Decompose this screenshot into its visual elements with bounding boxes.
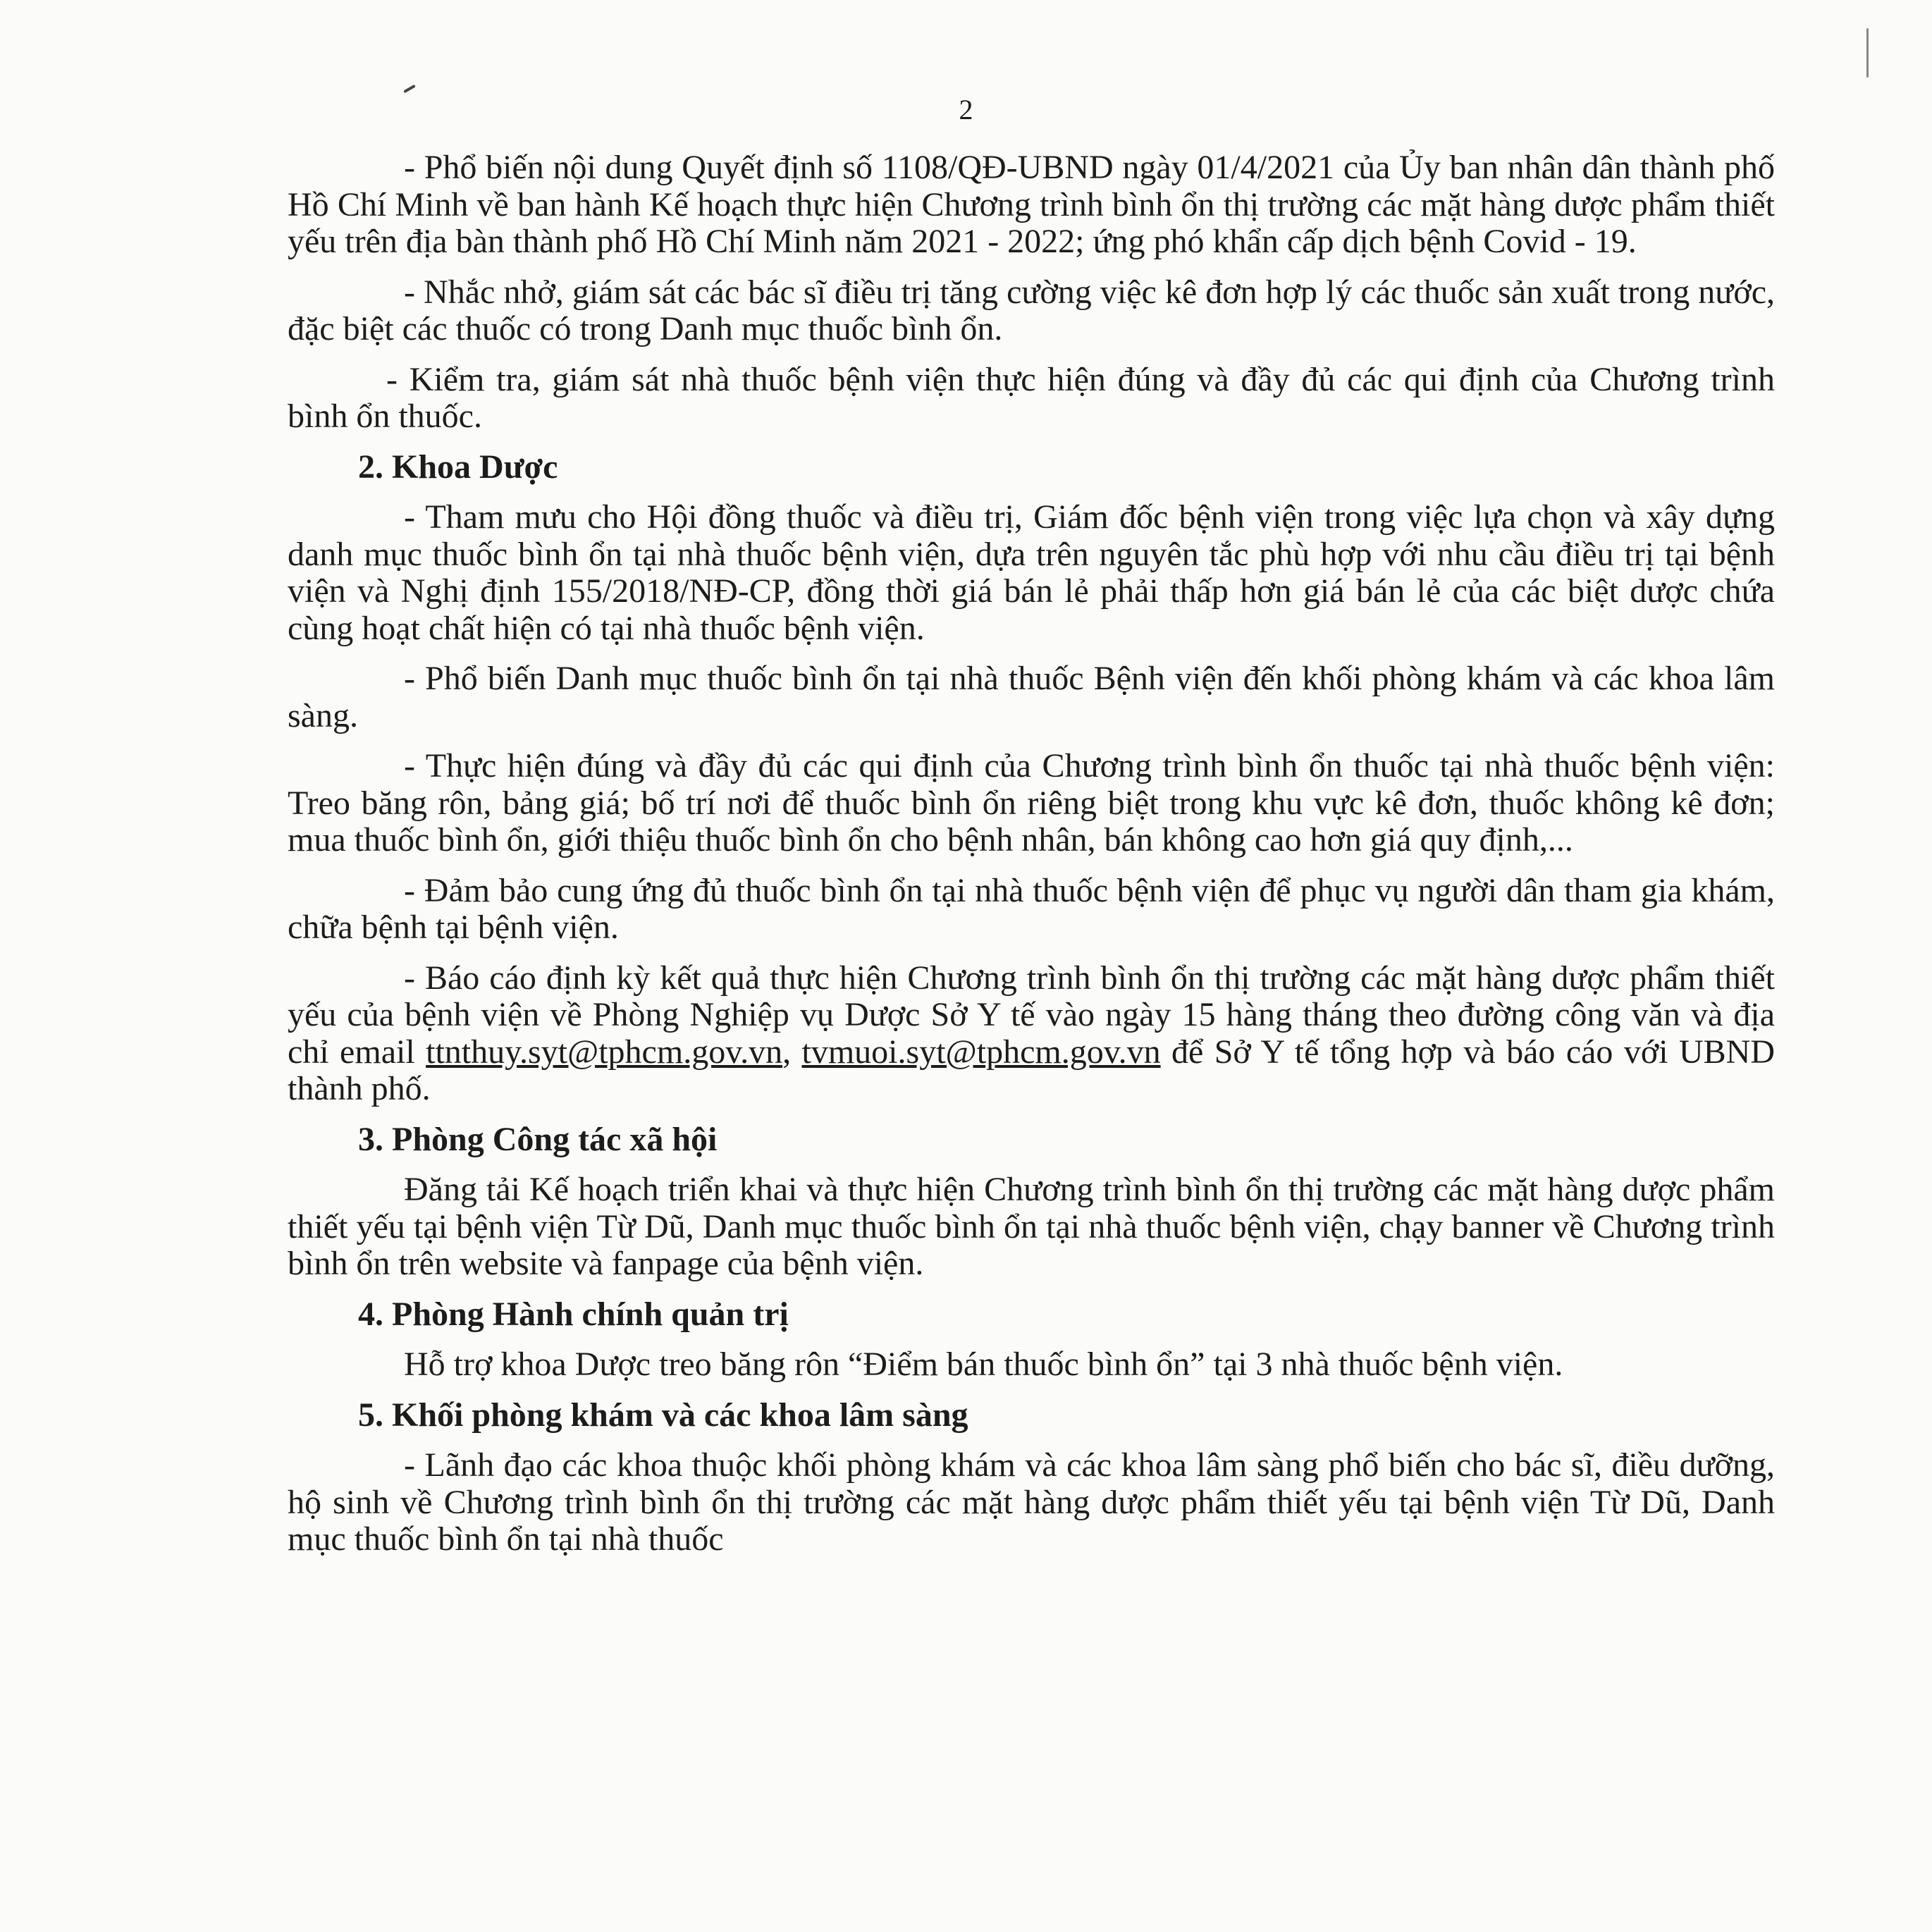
paragraph: - Lãnh đạo các khoa thuộc khối phòng khám và các khoa lâm sàng phổ biến cho bác sĩ, điều dưỡng, hộ sinh về Chương trình bình ổn thị trường các mặt hàng dược phẩm thiết yếu tại bệnh viện Từ Dũ, Danh mục thuốc bình ổn tại nhà thuốc: [288, 1446, 1775, 1558]
paragraph: - Thực hiện đúng và đầy đủ các qui định của Chương trình bình ổn thuốc tại nhà thuốc bệnh viện: Treo băng rôn, bảng giá; bố trí nơi để thuốc bình ổn riêng biệt trong khu vực kê đơn, thuốc không kê đơn; mua thuốc bình ổn, giới thiệu thuốc bình ổn cho bệnh nhân, bán không cao hơn giá quy định,...: [288, 747, 1775, 859]
paragraph: Hỗ trợ khoa Dược treo băng rôn “Điểm bán thuốc bình ổn” tại 3 nhà thuốc bệnh viện.: [404, 1346, 1563, 1383]
report-text-before: - Báo cáo định kỳ kết quả thực hiện Chương trình bình ổn thị trường các mặt hàng dược phẩm thiết yếu của bệnh viện về Phòng Nghiệp vụ Dược Sở Y tế vào ngày 15 hàng tháng theo đường công văn và địa chỉ email: [288, 959, 1775, 1071]
section-heading: 2. Khoa Dược: [358, 448, 558, 486]
report-text-after: để Sở Y tế tổng hợp và báo cáo với UBND thành phố.: [288, 1033, 1775, 1107]
document-body: [288, 149, 1775, 1572]
paragraph: - Nhắc nhở, giám sát các bác sĩ điều trị tăng cường việc kê đơn hợp lý các thuốc sản xuất trong nước, đặc biệt các thuốc có trong Danh mục thuốc bình ổn.: [288, 273, 1775, 347]
paragraph: - Kiểm tra, giám sát nhà thuốc bệnh viện thực hiện đúng và đầy đủ các qui định của Chương trình bình ổn thuốc.: [288, 360, 1775, 435]
paragraph: Đăng tải Kế hoạch triển khai và thực hiện Chương trình bình ổn thị trường các mặt hàng dược phẩm thiết yếu tại bệnh viện Từ Dũ, Danh mục thuốc bình ổn tại nhà thuốc bệnh viện, chạy banner về Chương trình bình ổn trên website và fanpage của bệnh viện.: [288, 1171, 1775, 1282]
email-link[interactable]: tvmuoi.syt@tphcm.gov.vn: [801, 1033, 1161, 1071]
scan-mark: [1866, 28, 1869, 78]
paragraph-report: [288, 960, 1775, 1108]
page-number: 2: [959, 94, 973, 125]
section-heading: 4. Phòng Hành chính quản trị: [358, 1295, 789, 1333]
email-link[interactable]: ttnthuy.syt@tphcm.gov.vn: [426, 1033, 783, 1071]
paragraph: - Đảm bảo cung ứng đủ thuốc bình ổn tại nhà thuốc bệnh viện để phục vụ người dân tham gia khám, chữa bệnh tại bệnh viện.: [288, 871, 1775, 946]
section-heading: 5. Khối phòng khám và các khoa lâm sàng: [358, 1396, 968, 1434]
email-separator: ,: [782, 1033, 802, 1071]
section-heading: 3. Phòng Công tác xã hội: [358, 1120, 718, 1158]
paragraph: - Phổ biến Danh mục thuốc bình ổn tại nhà thuốc Bệnh viện đến khối phòng khám và các khoa lâm sàng.: [288, 660, 1775, 734]
paragraph: - Phổ biến nội dung Quyết định số 1108/QĐ-UBND ngày 01/4/2021 của Ủy ban nhân dân thành phố Hồ Chí Minh về ban hành Kế hoạch thực hiện Chương trình bình ổn thị trường các mặt hàng dược phẩm thiết yếu trên địa bàn thành phố Hồ Chí Minh năm 2021 - 2022; ứng phó khẩn cấp dịch bệnh Covid - 19.: [288, 149, 1775, 260]
paragraph: - Tham mưu cho Hội đồng thuốc và điều trị, Giám đốc bệnh viện trong việc lựa chọn và xây dựng danh mục thuốc bình ổn tại nhà thuốc bệnh viện, dựa trên nguyên tắc phù hợp với nhu cầu điều trị tại bệnh viện và Nghị định 155/2018/NĐ-CP, đồng thời giá bán lẻ phải thấp hơn giá bán lẻ của các biệt dược chứa cùng hoạt chất hiện có tại nhà thuốc bệnh viện.: [288, 498, 1775, 647]
